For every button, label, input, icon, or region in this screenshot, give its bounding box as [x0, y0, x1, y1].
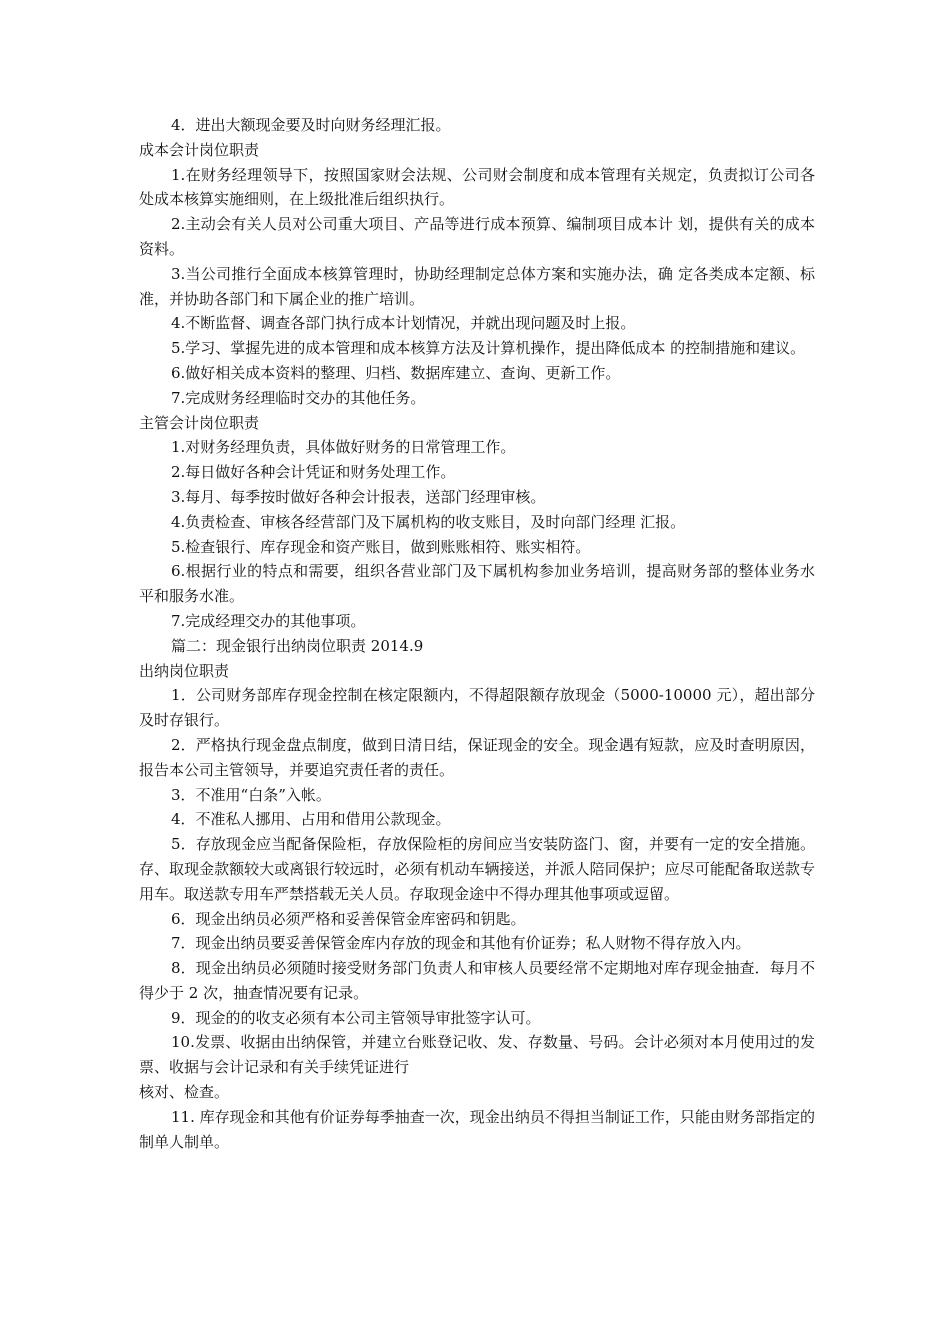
- intro-item-4: 4．进出大额现金要及时向财务经理汇报。: [171, 116, 451, 134]
- supervisor-item-6: 6.根据行业的特点和需要，组织各营业部门及下属机构参加业务培训，提高财务部的整体业务水平和服务水准。: [139, 562, 815, 606]
- cost-item-2: 2.主动会有关人员对公司重大项目、产品等进行成本预算、编制项目成本计 划，提供有关的成本资料。: [139, 215, 815, 258]
- supervisor-item-7: 7.完成经理交办的其他事项。: [171, 611, 366, 630]
- cashier-item-8: 8．现金出纳员必须随时接受财务部门负责人和审核人员要经常不定期地对库存现金抽查．每月不得少于 2 次，抽查情况要有记录。: [139, 959, 815, 1002]
- cashier-item-7: 7．现金出纳员要妥善保管金库内存放的现金和其他有价证券；私人财物不得存放入内。: [171, 934, 751, 953]
- cashier-item-5: 5．存放现金应当配备保险柜，存放保险柜的房间应当安装防盗门、窗，并要有一定的安全措施。存、取现金款额较大或离银行较远时，必须有机动车辆接送，并派人陪同保护；应尽可能配备取送款专用车。取送款专用车严禁搭载无关人员。存取现金途中不得办理其他事项或逗留。: [139, 835, 815, 903]
- cost-item-4: 4.不断监督、调查各部门执行成本计划情况，并就出现问题及时上报。: [171, 314, 636, 333]
- cashier-item-2: 2．严格执行现金盘点制度，做到日清日结，保证现金的安全。现金遇有短款，应及时查明原因，报告本公司主管领导，并要追究责任者的责任。: [139, 735, 815, 779]
- supervisor-item-3: 3.每月、每季按时做好各种会计报表，送部门经理审核。: [171, 487, 546, 506]
- part-two-title: 篇二：现金银行出纳岗位职责 2014.9: [171, 636, 424, 655]
- cost-accountant-heading: 成本会计岗位职责: [139, 140, 260, 159]
- cashier-heading: 出纳岗位职责: [139, 661, 230, 680]
- cost-item-7: 7.完成财务经理临时交办的其他任务。: [171, 388, 426, 407]
- cashier-item-11: 11. 库存现金和其他有价证券每季抽查一次，现金出纳员不得担当制证工作，只能由财务部指定的制单人制单。: [139, 1107, 815, 1151]
- cashier-item-4: 4．不准私人挪用、占用和借用公款现金。: [171, 810, 451, 829]
- cashier-item-10-continuation: 核对、检查。: [139, 1083, 230, 1102]
- supervisor-item-5: 5.检查银行、库存现金和资产账目，做到账账相符、账实相符。: [171, 537, 591, 556]
- supervisor-item-4: 4.负责检查、审核各经营部门及下属机构的收支账目，及时向部门经理 汇报。: [171, 512, 686, 531]
- cashier-item-1: 1．公司财务部库存现金控制在核定限额内，不得超限额存放现金（5000-10000 元），超出部分及时存银行。: [139, 686, 815, 730]
- cost-item-6: 6.做好相关成本资料的整理、归档、数据库建立、查询、更新工作。: [171, 363, 621, 382]
- cashier-item-3: 3．不准用“白条”入帐。: [171, 785, 331, 804]
- document-page: [139, 113, 815, 1154]
- supervisor-item-2: 2.每日做好各种会计凭证和财务处理工作。: [171, 463, 456, 482]
- cost-item-5: 5.学习、掌握先进的成本管理和成本核算方法及计算机操作，提出降低成本 的控制措施和建议。: [171, 339, 806, 358]
- supervisor-item-1: 1.对财务经理负责，具体做好财务的日常管理工作。: [171, 438, 516, 457]
- cashier-item-6: 6．现金出纳员必须严格和妥善保管金库密码和钥匙。: [171, 909, 526, 928]
- cashier-item-9: 9．现金的的收支必须有本公司主管领导审批签字认可。: [171, 1008, 541, 1027]
- cost-item-3: 3.当公司推行全面成本核算管理时，协助经理制定总体方案和实施办法，确 定各类成本定额、标准，并协助各部门和下属企业的推广培训。: [139, 264, 815, 308]
- cost-item-1: 1.在财务经理领导下，按照国家财会法规、公司财会制度和成本管理有关规定，负责拟订公司各处成本核算实施细则，在上级批准后组织执行。: [139, 165, 815, 209]
- supervisor-accountant-heading: 主管会计岗位职责: [139, 413, 260, 432]
- cashier-item-10: 10.发票、收据由出纳保管，并建立台账登记收、发、存数量、号码。会计必须对本月使用过的发票、收据与会计记录和有关手续凭证进行: [139, 1033, 815, 1077]
